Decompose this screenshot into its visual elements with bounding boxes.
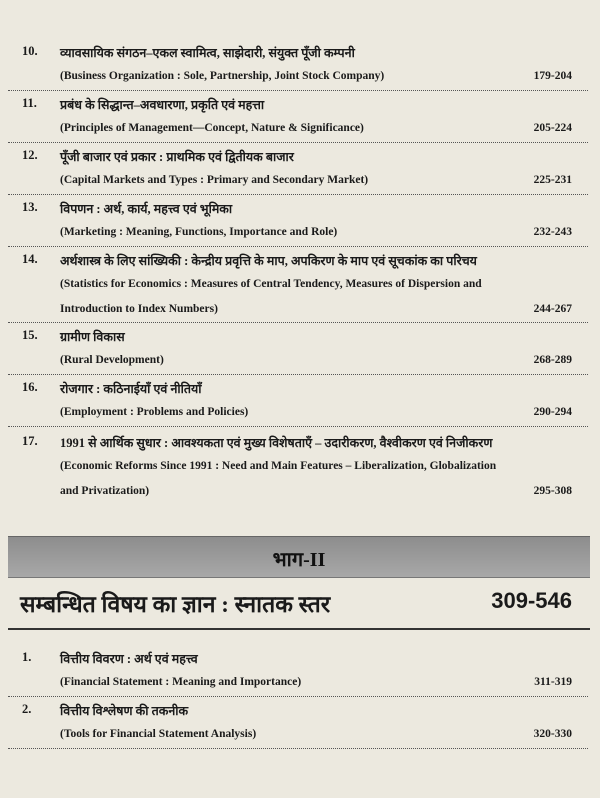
entry-pages: 232-243	[533, 226, 572, 238]
entry-number: 11.	[22, 96, 37, 110]
entry-english-title: (Rural Development)	[60, 354, 164, 366]
section-underline	[8, 628, 590, 630]
section-title: सम्बन्धित विषय का ज्ञान : स्नातक स्तर	[20, 592, 331, 617]
entry-hindi-title: पूँजी बाजार एवं प्रकार : प्राथमिक एवं द्वितीयक बाजार	[60, 150, 294, 164]
entry-number: 14.	[22, 252, 38, 266]
divider	[8, 322, 588, 323]
section-pages: 309-546	[491, 588, 572, 613]
entry-pages: 320-330	[533, 728, 572, 740]
divider	[8, 194, 588, 195]
divider	[8, 748, 588, 749]
entry-hindi-title: वित्तीय विवरण : अर्थ एवं महत्त्व	[60, 652, 198, 666]
entry-hindi-title: अर्थशास्त्र के लिए सांख्यिकी : केन्द्रीय प्रवृत्ति के माप, अपकिरण के माप एवं सूचकांक का परिचय	[60, 254, 477, 268]
entry-hindi-title: विपणन : अर्थ, कार्य, महत्त्व एवं भूमिका	[60, 202, 233, 216]
part-title: भाग-II	[272, 549, 326, 571]
divider	[8, 90, 588, 91]
entry-pages: 244-267	[533, 303, 572, 315]
entry-hindi-title: प्रबंध के सिद्धान्त–अवधारणा, प्रकृति एवं महत्ता	[60, 98, 265, 112]
entry-english-title: (Financial Statement : Meaning and Importance)	[60, 676, 302, 688]
divider	[8, 696, 588, 697]
entry-pages: 225-231	[533, 174, 572, 186]
divider	[8, 246, 588, 247]
divider	[8, 426, 588, 427]
entry-hindi-title: ग्रामीण विकास	[60, 330, 125, 344]
entry-pages: 268-289	[533, 354, 572, 366]
entry-pages: 290-294	[533, 406, 572, 418]
entry-number: 16.	[22, 380, 38, 394]
entry-pages: 311-319	[534, 676, 572, 688]
entry-number: 12.	[22, 148, 38, 162]
entry-pages: 205-224	[533, 122, 572, 134]
entry-hindi-title: वित्तीय विश्लेषण की तकनीक	[60, 704, 189, 718]
divider	[8, 142, 588, 143]
divider	[8, 374, 588, 375]
entry-english-title: (Tools for Financial Statement Analysis)	[60, 728, 257, 740]
entry-english-title: (Business Organization : Sole, Partnership, Joint Stock Company)	[60, 70, 385, 82]
entry-english-title: (Statistics for Economics : Measures of Central Tendency, Measures of Dispersion and	[60, 278, 482, 290]
entry-hindi-title: रोजगार : कठिनाईयाँ एवं नीतियाँ	[60, 382, 202, 396]
entry-english-title: (Principles of Management—Concept, Nature & Significance)	[60, 122, 364, 134]
entry-english-title: (Economic Reforms Since 1991 : Need and Main Features – Liberalization, Globalization	[60, 460, 497, 472]
entry-number: 13.	[22, 200, 38, 214]
entry-english-title: (Marketing : Meaning, Functions, Importance and Role)	[60, 226, 338, 238]
entry-number: 2.	[22, 702, 32, 716]
entry-number: 15.	[22, 328, 38, 342]
part-heading-band	[8, 536, 590, 578]
entry-number: 17.	[22, 434, 38, 448]
entry-pages: 179-204	[533, 70, 572, 82]
entry-english-title: (Employment : Problems and Policies)	[60, 406, 249, 418]
entry-english-title-continued: Introduction to Index Numbers)	[60, 303, 218, 315]
entry-hindi-title: व्यावसायिक संगठन–एकल स्वामित्व, साझेदारी, संयुक्त पूँजी कम्पनी	[60, 46, 355, 60]
entry-number: 1.	[22, 650, 32, 664]
entry-number: 10.	[22, 44, 38, 58]
entry-pages: 295-308	[533, 485, 572, 497]
entry-hindi-title: 1991 से आर्थिक सुधार : आवश्यकता एवं मुख्य विशेषताएँ – उदारीकरण, वैश्वीकरण एवं निजीकरण	[60, 436, 493, 450]
entry-english-title: (Capital Markets and Types : Primary and Secondary Market)	[60, 174, 369, 186]
entry-english-title-continued: and Privatization)	[60, 485, 150, 497]
